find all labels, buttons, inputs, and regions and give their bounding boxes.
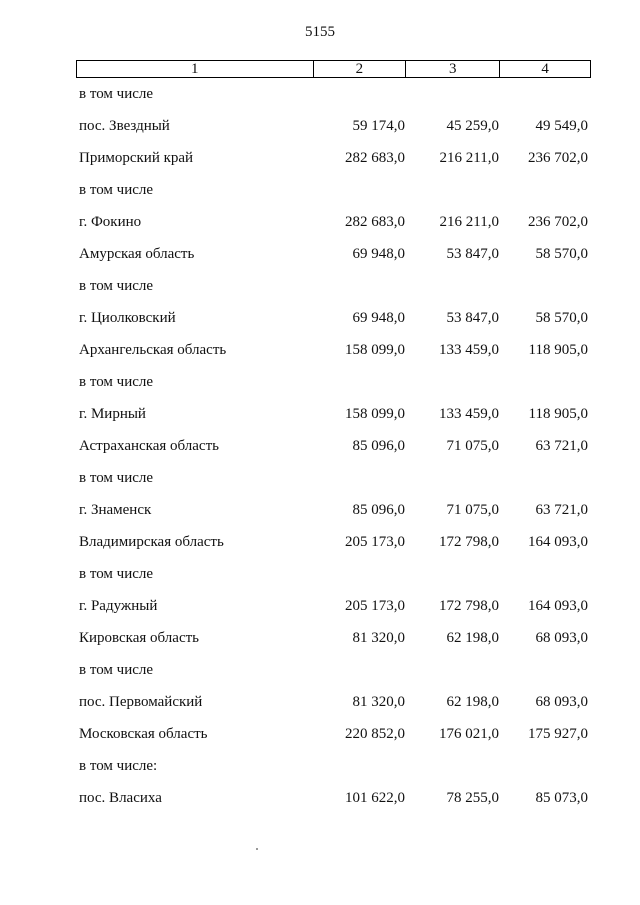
row-value-col4: 68 093,0: [535, 630, 588, 646]
row-label: Астраханская область: [79, 438, 219, 454]
row-value-col3: 176 021,0: [439, 726, 499, 742]
table-row: [0, 212, 640, 244]
row-value-col2: 158 099,0: [345, 406, 405, 422]
row-value-col2: 205 173,0: [345, 598, 405, 614]
row-label: Архангельская область: [79, 342, 227, 358]
table-row: [0, 724, 640, 756]
table-row: [0, 276, 640, 308]
row-value-col3: 172 798,0: [439, 598, 499, 614]
row-value-col4: 85 073,0: [535, 790, 588, 806]
row-label: в том числе: [79, 374, 154, 390]
row-value-col4: 63 721,0: [535, 502, 588, 518]
column-header-table: [76, 60, 591, 78]
row-label: Владимирская область: [79, 534, 224, 550]
row-label: в том числе: [79, 278, 154, 294]
table-row: [0, 372, 640, 404]
row-value-col2: 81 320,0: [352, 694, 405, 710]
row-value-col4: 49 549,0: [535, 118, 588, 134]
row-value-col4: 58 570,0: [535, 310, 588, 326]
table-row: [0, 756, 640, 788]
row-value-col3: 62 198,0: [446, 694, 499, 710]
table-row: [0, 788, 640, 820]
row-value-col2: 282 683,0: [345, 214, 405, 230]
row-value-col2: 282 683,0: [345, 150, 405, 166]
row-label: в том числе:: [79, 758, 158, 774]
row-label: пос. Первомайский: [79, 694, 203, 710]
row-value-col3: 172 798,0: [439, 534, 499, 550]
row-value-col2: 220 852,0: [345, 726, 405, 742]
row-value-col3: 78 255,0: [446, 790, 499, 806]
table-row: [0, 308, 640, 340]
table-body: [0, 84, 640, 820]
column-header-4: 4: [500, 61, 591, 78]
row-value-col2: 205 173,0: [345, 534, 405, 550]
table-row: [0, 244, 640, 276]
row-value-col4: 236 702,0: [528, 150, 588, 166]
table-row: [0, 564, 640, 596]
row-value-col3: 133 459,0: [439, 342, 499, 358]
column-header-2: 2: [313, 61, 406, 78]
row-value-col2: 81 320,0: [352, 630, 405, 646]
row-label: в том числе: [79, 182, 154, 198]
table-row: [0, 500, 640, 532]
table-row: [0, 180, 640, 212]
row-label: в том числе: [79, 86, 154, 102]
row-value-col3: 45 259,0: [446, 118, 499, 134]
table-row: [0, 436, 640, 468]
table-row: [0, 468, 640, 500]
row-value-col4: 118 905,0: [528, 342, 588, 358]
row-value-col2: 158 099,0: [345, 342, 405, 358]
row-value-col3: 216 211,0: [439, 214, 499, 230]
row-value-col2: 59 174,0: [352, 118, 405, 134]
column-header-row: [77, 61, 591, 78]
row-label: пос. Власиха: [79, 790, 162, 806]
table-row: [0, 116, 640, 148]
row-value-col3: 71 075,0: [446, 502, 499, 518]
row-value-col2: 85 096,0: [352, 502, 405, 518]
table-row: [0, 692, 640, 724]
table-row: [0, 532, 640, 564]
row-value-col2: 69 948,0: [352, 310, 405, 326]
row-value-col4: 164 093,0: [528, 534, 588, 550]
row-value-col4: 118 905,0: [528, 406, 588, 422]
row-value-col2: 85 096,0: [352, 438, 405, 454]
row-label: г. Мирный: [79, 406, 146, 422]
table-row: [0, 628, 640, 660]
row-value-col3: 53 847,0: [446, 310, 499, 326]
row-label: Московская область: [79, 726, 208, 742]
column-header-1: 1: [77, 61, 314, 78]
column-header-3: 3: [406, 61, 500, 78]
row-label: Амурская область: [79, 246, 195, 262]
table-row: [0, 596, 640, 628]
page-number: 5155: [305, 24, 335, 40]
table-row: [0, 340, 640, 372]
stray-mark: [256, 848, 258, 850]
row-label: пос. Звездный: [79, 118, 170, 134]
row-value-col3: 216 211,0: [439, 150, 499, 166]
row-value-col4: 68 093,0: [535, 694, 588, 710]
table-row: [0, 148, 640, 180]
table-row: [0, 84, 640, 116]
row-value-col3: 71 075,0: [446, 438, 499, 454]
row-value-col3: 62 198,0: [446, 630, 499, 646]
row-value-col4: 63 721,0: [535, 438, 588, 454]
row-value-col2: 101 622,0: [345, 790, 405, 806]
row-label: Кировская область: [79, 630, 200, 646]
row-label: г. Циолковский: [79, 310, 176, 326]
table-row: [0, 660, 640, 692]
row-label: г. Фокино: [79, 214, 142, 230]
row-label: в том числе: [79, 662, 154, 678]
row-label: в том числе: [79, 566, 154, 582]
row-label: в том числе: [79, 470, 154, 486]
row-label: Приморский край: [79, 150, 194, 166]
row-value-col4: 58 570,0: [535, 246, 588, 262]
row-value-col4: 236 702,0: [528, 214, 588, 230]
row-value-col4: 164 093,0: [528, 598, 588, 614]
row-label: г. Радужный: [79, 598, 158, 614]
row-value-col4: 175 927,0: [528, 726, 588, 742]
row-value-col2: 69 948,0: [352, 246, 405, 262]
row-label: г. Знаменск: [79, 502, 152, 518]
row-value-col3: 133 459,0: [439, 406, 499, 422]
row-value-col3: 53 847,0: [446, 246, 499, 262]
table-row: [0, 404, 640, 436]
